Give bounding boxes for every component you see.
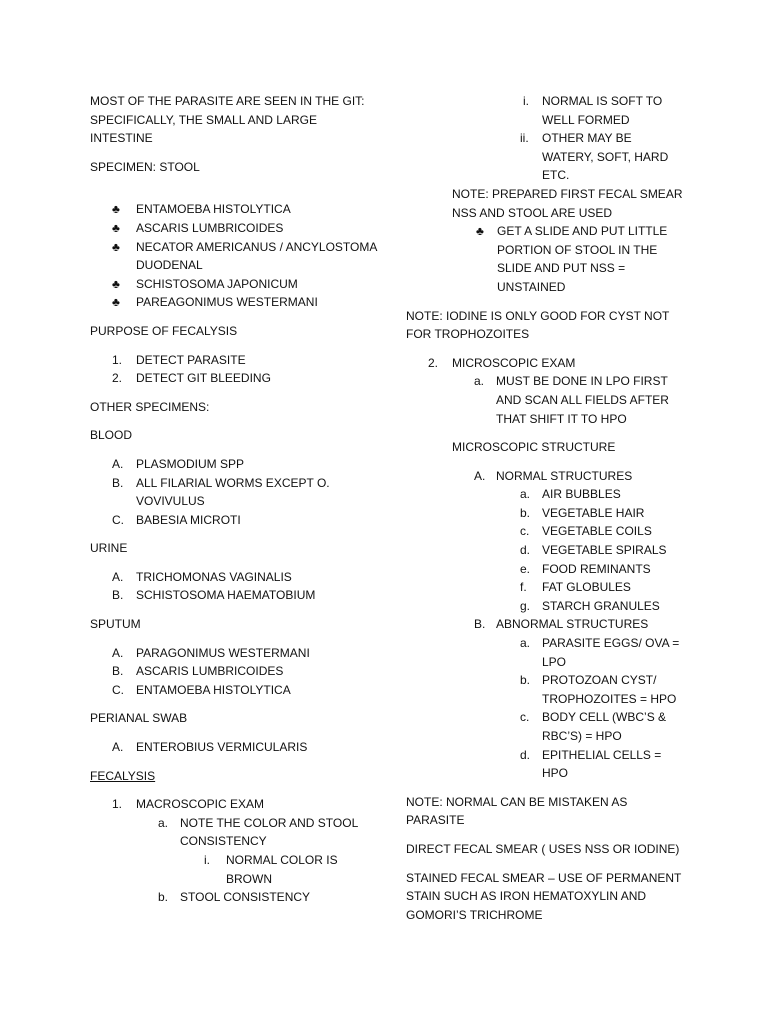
- club-bullet-icon: ♣: [112, 220, 120, 235]
- note-normal-mistaken: NOTE: NORMAL CAN BE MISTAKEN AS PARASITE: [406, 794, 628, 828]
- urine-heading: URINE: [90, 541, 128, 556]
- left-column: [90, 92, 380, 907]
- slide-instruction-list: [406, 222, 686, 296]
- purpose-heading: PURPOSE OF FECALYSIS: [90, 323, 238, 338]
- abnormal-structures-sublist: [406, 634, 686, 783]
- list-item: ♣ ENTAMOEBA HISTOLYTICA: [90, 200, 380, 219]
- list-item: B. ABNORMAL STRUCTURES: [474, 617, 649, 632]
- list-item: a. AIR BUBBLES: [520, 487, 621, 502]
- specimen-label: SPECIMEN: STOOL: [90, 159, 200, 174]
- perianal-list: [90, 738, 380, 757]
- list-item: B. ALL FILARIAL WORMS EXCEPT O. VOVIVULUS: [112, 475, 330, 509]
- direct-fecal-smear: DIRECT FECAL SMEAR ( USES NSS OR IODINE): [406, 841, 680, 856]
- list-item: f. FAT GLOBULES: [520, 580, 631, 595]
- right-column: [406, 92, 686, 934]
- list-item: ♣ ASCARIS LUMBRICOIDES: [90, 219, 380, 238]
- note-fecal-smear: NOTE: PREPARED FIRST FECAL SMEAR NSS AND STOOL ARE USED: [452, 186, 683, 220]
- list-item: a. NOTE THE COLOR AND STOOL CONSISTENCY: [158, 815, 358, 849]
- list-item: c. VEGETABLE COILS: [520, 524, 652, 539]
- list-item: ii. OTHER MAY BE WATERY, SOFT, HARD ETC.: [520, 131, 669, 183]
- list-item: A. PARAGONIMUS WESTERMANI: [112, 645, 310, 660]
- macroscopic-sublist: [90, 814, 380, 851]
- normal-structures-sublist: [406, 485, 686, 615]
- fecalysis-heading: FECALYSIS: [90, 768, 156, 783]
- club-bullet-icon: ♣: [112, 202, 120, 217]
- list-item: d. EPITHELIAL CELLS = HPO: [520, 747, 662, 781]
- list-item: A. PLASMODIUM SPP: [112, 456, 245, 471]
- other-specimens-heading: OTHER SPECIMENS:: [90, 399, 210, 414]
- urine-list: [90, 568, 380, 605]
- list-item: ♣ SCHISTOSOMA JAPONICUM: [90, 275, 380, 294]
- list-item: ♣ NECATOR AMERICANUS / ANCYLOSTOMA DUODENAL: [112, 239, 377, 273]
- color-sublist: [90, 851, 380, 888]
- list-item: C. BABESIA MICROTI: [112, 512, 241, 527]
- list-item: e. FOOD REMINANTS: [520, 561, 651, 576]
- abnormal-structures-list: [406, 615, 686, 634]
- intro-paragraph: MOST OF THE PARASITE ARE SEEN IN THE GIT: SPECIFICALLY, THE SMALL AND LARGE INTESTINE: [90, 94, 365, 146]
- list-item: A. NORMAL STRUCTURES: [474, 468, 633, 483]
- blood-heading: BLOOD: [90, 428, 133, 443]
- list-item: A. TRICHOMONAS VAGINALIS: [112, 569, 292, 584]
- list-item: B. ASCARIS LUMBRICOIDES: [112, 664, 284, 679]
- list-item: g. STARCH GRANULES: [520, 598, 660, 613]
- list-item: i. NORMAL COLOR IS BROWN: [204, 853, 338, 886]
- club-bullet-icon: ♣: [112, 239, 120, 254]
- club-bullet-icon: ♣: [476, 224, 484, 239]
- consistency-sublist: [90, 888, 380, 907]
- sputum-heading: SPUTUM: [90, 617, 141, 632]
- stool-parasite-list: [90, 200, 380, 312]
- list-item: ♣ GET A SLIDE AND PUT LITTLE PORTION OF STOOL IN THE SLIDE AND PUT NSS = UNSTAINED: [476, 224, 668, 294]
- note-iodine: NOTE: IODINE IS ONLY GOOD FOR CYST NOT FOR TROPHOZOITES: [406, 308, 670, 342]
- perianal-heading: PERIANAL SWAB: [90, 711, 188, 726]
- consistency-list: [406, 92, 686, 185]
- purpose-list: [90, 351, 380, 388]
- list-item: 2. DETECT GIT BLEEDING: [112, 371, 271, 386]
- club-bullet-icon: ♣: [112, 295, 120, 310]
- list-item: A. ENTEROBIUS VERMICULARIS: [112, 740, 308, 755]
- normal-structures-list: [406, 467, 686, 486]
- blood-list: [90, 455, 380, 529]
- fecalysis-list: [90, 795, 380, 814]
- list-item: b. PROTOZOAN CYST/ TROPHOZOITES = HPO: [520, 673, 677, 706]
- stained-fecal-smear: STAINED FECAL SMEAR – USE OF PERMANENT STAIN SUCH AS IRON HEMATOXYLIN AND GOMORI’S TRICHROME: [406, 870, 682, 922]
- list-item: d. VEGETABLE SPIRALS: [520, 543, 667, 558]
- list-item: a. PARASITE EGGS/ OVA = LPO: [520, 636, 680, 669]
- microscopic-list: [406, 354, 686, 373]
- list-item: b. STOOL CONSISTENCY: [158, 890, 311, 905]
- list-item: 1. MACROSCOPIC EXAM: [112, 797, 265, 812]
- list-item: c. BODY CELL (WBC’S & RBC’S) = HPO: [520, 710, 667, 743]
- list-item: a. MUST BE DONE IN LPO FIRST AND SCAN ALL FIELDS AFTER THAT SHIFT IT TO HPO: [474, 374, 669, 426]
- list-item: i. NORMAL IS SOFT TO WELL FORMED: [523, 94, 663, 127]
- list-item: b. VEGETABLE HAIR: [520, 505, 645, 520]
- microscopic-structure-heading: MICROSCOPIC STRUCTURE: [452, 440, 616, 455]
- list-item: B. SCHISTOSOMA HAEMATOBIUM: [112, 588, 316, 603]
- list-item: 2. MICROSCOPIC EXAM: [428, 355, 576, 370]
- sputum-list: [90, 644, 380, 700]
- list-item: ♣ PAREAGONIMUS WESTERMANI: [90, 293, 380, 312]
- microscopic-sublist: [406, 372, 686, 428]
- list-item: C. ENTAMOEBA HISTOLYTICA: [112, 682, 291, 697]
- list-item: 1. DETECT PARASITE: [112, 352, 246, 367]
- club-bullet-icon: ♣: [112, 276, 120, 291]
